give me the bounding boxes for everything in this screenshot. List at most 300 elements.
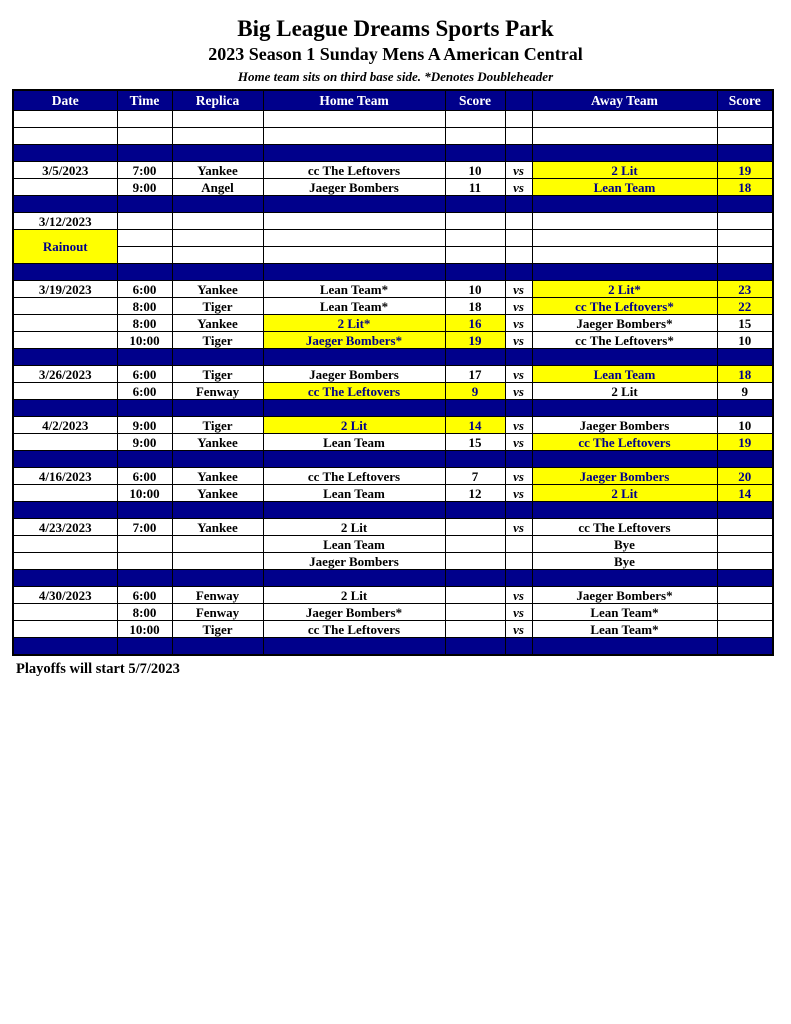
time-cell [117,196,172,213]
away-score-cell [717,230,773,247]
vs-cell: vs [505,366,532,383]
home-team-cell: Lean Team* [263,298,445,315]
vs-cell [505,128,532,145]
home-score-cell: 17 [445,366,505,383]
vs-cell [505,502,532,519]
replica-cell: Tiger [172,621,263,638]
away-team-cell: Jaeger Bombers* [532,315,717,332]
replica-cell [172,213,263,230]
time-cell: 6:00 [117,281,172,298]
away-score-cell: 18 [717,366,773,383]
away-team-cell: Lean Team* [532,604,717,621]
home-team-cell: Lean Team [263,434,445,451]
separator-row [13,196,773,213]
col-header-away-team: Away Team [532,90,717,111]
away-score-cell [717,519,773,536]
time-cell [117,400,172,417]
away-team-cell: cc The Leftovers* [532,298,717,315]
away-score-cell [717,604,773,621]
replica-cell [172,451,263,468]
replica-cell [172,145,263,162]
away-score-cell: 19 [717,162,773,179]
away-score-cell [717,145,773,162]
away-team-cell [532,145,717,162]
away-team-cell: Lean Team* [532,621,717,638]
date-cell [13,264,117,281]
home-score-cell [445,111,505,128]
home-score-cell [445,502,505,519]
replica-cell [172,570,263,587]
vs-cell [505,570,532,587]
away-team-cell [532,247,717,264]
time-cell [117,349,172,366]
away-team-cell: 2 Lit* [532,281,717,298]
replica-cell [172,111,263,128]
date-cell: 4/16/2023 [13,468,117,485]
home-team-cell: 2 Lit [263,417,445,434]
vs-cell: vs [505,519,532,536]
home-score-cell: 18 [445,298,505,315]
home-score-cell [445,536,505,553]
game-row [13,587,773,604]
time-cell: 8:00 [117,315,172,332]
date-cell [13,604,117,621]
home-score-cell: 12 [445,485,505,502]
home-score-cell [445,587,505,604]
vs-cell: vs [505,621,532,638]
schedule-table-body [13,111,773,656]
date-cell: 3/19/2023 [13,281,117,298]
date-cell: 4/2/2023 [13,417,117,434]
away-score-cell [717,451,773,468]
home-team-cell: 2 Lit [263,519,445,536]
game-row [13,621,773,638]
rainout-cell: Rainout [13,230,117,264]
date-cell [13,502,117,519]
replica-cell [172,196,263,213]
replica-cell: Tiger [172,298,263,315]
separator-row [13,400,773,417]
replica-cell: Tiger [172,366,263,383]
home-team-cell [263,230,445,247]
vs-cell [505,536,532,553]
away-team-cell [532,111,717,128]
time-cell [117,145,172,162]
date-cell [13,111,117,128]
home-team-cell [263,128,445,145]
separator-row [13,349,773,366]
away-score-cell: 23 [717,281,773,298]
away-team-cell: cc The Leftovers [532,519,717,536]
time-cell [117,264,172,281]
replica-cell [172,536,263,553]
col-header-away-score: Score [717,90,773,111]
away-team-cell: Lean Team [532,179,717,196]
replica-cell: Yankee [172,315,263,332]
time-cell: 10:00 [117,621,172,638]
date-cell [13,400,117,417]
vs-cell: vs [505,434,532,451]
home-score-cell [445,247,505,264]
away-team-cell [532,349,717,366]
separator-row [13,451,773,468]
home-score-cell [445,400,505,417]
home-score-cell: 15 [445,434,505,451]
replica-cell: Yankee [172,468,263,485]
home-team-cell: cc The Leftovers [263,383,445,400]
home-team-cell: Jaeger Bombers [263,366,445,383]
replica-cell [172,349,263,366]
time-cell [117,638,172,656]
away-team-cell [532,400,717,417]
home-score-cell [445,128,505,145]
date-cell [13,383,117,400]
time-cell: 6:00 [117,383,172,400]
rainout-row [13,247,773,264]
page-subtitle: 2023 Season 1 Sunday Mens A American Central [208,44,583,64]
home-team-cell: 2 Lit [263,587,445,604]
vs-cell: vs [505,179,532,196]
date-cell [13,570,117,587]
date-cell [13,128,117,145]
home-team-cell: Jaeger Bombers* [263,604,445,621]
vs-cell [505,451,532,468]
home-team-cell [263,638,445,656]
away-score-cell [717,247,773,264]
away-team-cell: 2 Lit [532,162,717,179]
vs-cell: vs [505,417,532,434]
away-team-cell [532,570,717,587]
time-cell [117,536,172,553]
date-cell: 4/23/2023 [13,519,117,536]
game-row [13,485,773,502]
away-score-cell [717,213,773,230]
game-row [13,553,773,570]
vs-cell [505,247,532,264]
vs-cell: vs [505,332,532,349]
away-team-cell: Jaeger Bombers* [532,587,717,604]
away-team-cell: 2 Lit [532,383,717,400]
date-cell [13,315,117,332]
time-cell [117,553,172,570]
vs-cell [505,638,532,656]
date-cell [13,621,117,638]
away-score-cell [717,587,773,604]
time-cell [117,111,172,128]
replica-cell: Tiger [172,417,263,434]
schedule-table [12,89,774,656]
away-team-cell: Lean Team [532,366,717,383]
home-team-cell [263,570,445,587]
replica-cell [172,400,263,417]
time-cell: 10:00 [117,485,172,502]
empty-row [13,111,773,128]
time-cell [117,502,172,519]
time-cell [117,451,172,468]
time-cell: 9:00 [117,179,172,196]
game-row [13,434,773,451]
home-score-cell: 11 [445,179,505,196]
home-score-cell [445,196,505,213]
replica-cell [172,638,263,656]
col-header-home-score: Score [445,90,505,111]
home-team-cell: Jaeger Bombers [263,553,445,570]
replica-cell: Fenway [172,383,263,400]
vs-cell [505,196,532,213]
time-cell: 8:00 [117,298,172,315]
home-team-cell: Lean Team* [263,281,445,298]
away-team-cell [532,128,717,145]
date-cell [13,196,117,213]
away-score-cell [717,128,773,145]
page-header [0,0,791,86]
away-team-cell [532,264,717,281]
away-score-cell: 10 [717,332,773,349]
home-score-cell [445,145,505,162]
empty-row [13,128,773,145]
vs-cell: vs [505,315,532,332]
vs-cell [505,145,532,162]
away-score-cell [717,196,773,213]
away-score-cell [717,502,773,519]
home-team-cell: Lean Team [263,485,445,502]
home-score-cell [445,553,505,570]
home-score-cell [445,638,505,656]
game-row [13,366,773,383]
home-team-cell: Jaeger Bombers* [263,332,445,349]
game-row [13,298,773,315]
date-cell [13,434,117,451]
away-team-cell [532,451,717,468]
home-team-cell [263,502,445,519]
replica-cell: Yankee [172,519,263,536]
replica-cell [172,128,263,145]
time-cell: 8:00 [117,604,172,621]
replica-cell [172,553,263,570]
header-row [13,90,773,111]
replica-cell [172,502,263,519]
vs-cell [505,111,532,128]
home-team-cell: cc The Leftovers [263,468,445,485]
home-score-cell: 7 [445,468,505,485]
replica-cell: Fenway [172,604,263,621]
home-score-cell [445,349,505,366]
vs-cell [505,230,532,247]
home-score-cell [445,604,505,621]
home-team-cell [263,451,445,468]
time-cell: 7:00 [117,162,172,179]
away-score-cell: 19 [717,434,773,451]
game-row [13,179,773,196]
away-score-cell [717,349,773,366]
away-score-cell [717,638,773,656]
away-score-cell: 9 [717,383,773,400]
date-cell [13,349,117,366]
home-score-cell [445,519,505,536]
separator-row [13,264,773,281]
home-team-cell [263,247,445,264]
separator-row [13,502,773,519]
date-cell [13,179,117,196]
away-team-cell [532,502,717,519]
away-team-cell [532,213,717,230]
time-cell [117,213,172,230]
schedule-table-head [13,90,773,111]
home-team-cell: Jaeger Bombers [263,179,445,196]
game-row [13,536,773,553]
home-score-cell: 16 [445,315,505,332]
away-score-cell [717,264,773,281]
date-cell [13,451,117,468]
home-team-cell: cc The Leftovers [263,621,445,638]
game-row [13,519,773,536]
vs-cell [505,349,532,366]
home-score-cell: 19 [445,332,505,349]
home-team-cell [263,145,445,162]
schedule-note: Home team sits on third base side. *Denotes Doubleheader [237,69,554,84]
col-header-home-team: Home Team [263,90,445,111]
col-header-replica: Replica [172,90,263,111]
away-team-cell [532,230,717,247]
home-score-cell [445,213,505,230]
replica-cell [172,230,263,247]
home-score-cell: 14 [445,417,505,434]
time-cell: 6:00 [117,587,172,604]
away-score-cell [717,111,773,128]
vs-cell: vs [505,604,532,621]
home-score-cell: 10 [445,281,505,298]
away-score-cell: 22 [717,298,773,315]
date-cell [13,485,117,502]
replica-cell: Yankee [172,162,263,179]
away-score-cell: 15 [717,315,773,332]
home-score-cell [445,230,505,247]
col-header-spacer [505,90,532,111]
home-score-cell [445,451,505,468]
date-cell [13,536,117,553]
replica-cell: Yankee [172,434,263,451]
vs-cell [505,213,532,230]
vs-cell [505,264,532,281]
date-cell [13,553,117,570]
away-score-cell [717,621,773,638]
replica-cell [172,264,263,281]
away-team-cell: Bye [532,553,717,570]
home-team-cell [263,111,445,128]
date-cell: 3/12/2023 [13,213,117,230]
vs-cell [505,400,532,417]
vs-cell: vs [505,587,532,604]
time-cell [117,128,172,145]
time-cell: 6:00 [117,366,172,383]
away-team-cell: cc The Leftovers* [532,332,717,349]
time-cell: 9:00 [117,417,172,434]
time-cell: 9:00 [117,434,172,451]
home-team-cell [263,349,445,366]
game-row [13,213,773,230]
game-row [13,383,773,400]
date-cell [13,145,117,162]
home-team-cell [263,196,445,213]
time-cell [117,247,172,264]
away-team-cell: Jaeger Bombers [532,417,717,434]
replica-cell: Tiger [172,332,263,349]
game-row [13,468,773,485]
away-score-cell [717,570,773,587]
away-team-cell [532,638,717,656]
replica-cell: Fenway [172,587,263,604]
home-score-cell [445,264,505,281]
date-cell [13,638,117,656]
home-team-cell: Lean Team [263,536,445,553]
time-cell: 7:00 [117,519,172,536]
time-cell: 10:00 [117,332,172,349]
vs-cell: vs [505,383,532,400]
date-cell [13,298,117,315]
away-score-cell: 18 [717,179,773,196]
col-header-date: Date [13,90,117,111]
vs-cell: vs [505,298,532,315]
vs-cell: vs [505,281,532,298]
page-title: Big League Dreams Sports Park [237,16,554,41]
separator-row [13,145,773,162]
date-cell: 3/26/2023 [13,366,117,383]
away-score-cell: 20 [717,468,773,485]
replica-cell [172,247,263,264]
date-cell [13,332,117,349]
home-score-cell [445,570,505,587]
playoffs-note: Playoffs will start 5/7/2023 [16,661,180,677]
away-score-cell: 14 [717,485,773,502]
col-header-time: Time [117,90,172,111]
away-score-cell [717,400,773,417]
time-cell [117,230,172,247]
vs-cell: vs [505,162,532,179]
rainout-row [13,230,773,247]
game-row [13,417,773,434]
date-cell: 3/5/2023 [13,162,117,179]
home-team-cell [263,213,445,230]
vs-cell: vs [505,468,532,485]
game-row [13,162,773,179]
separator-row [13,570,773,587]
home-score-cell [445,621,505,638]
away-score-cell [717,536,773,553]
game-row [13,315,773,332]
away-team-cell: cc The Leftovers [532,434,717,451]
away-score-cell [717,553,773,570]
vs-cell: vs [505,485,532,502]
time-cell: 6:00 [117,468,172,485]
home-score-cell: 10 [445,162,505,179]
home-team-cell [263,400,445,417]
time-cell [117,570,172,587]
away-team-cell: Bye [532,536,717,553]
home-score-cell: 9 [445,383,505,400]
game-row [13,281,773,298]
home-team-cell: cc The Leftovers [263,162,445,179]
replica-cell: Yankee [172,281,263,298]
home-team-cell: 2 Lit* [263,315,445,332]
away-score-cell: 10 [717,417,773,434]
replica-cell: Yankee [172,485,263,502]
replica-cell: Angel [172,179,263,196]
away-team-cell [532,196,717,213]
vs-cell [505,553,532,570]
home-team-cell [263,264,445,281]
away-team-cell: 2 Lit [532,485,717,502]
separator-row [13,638,773,656]
